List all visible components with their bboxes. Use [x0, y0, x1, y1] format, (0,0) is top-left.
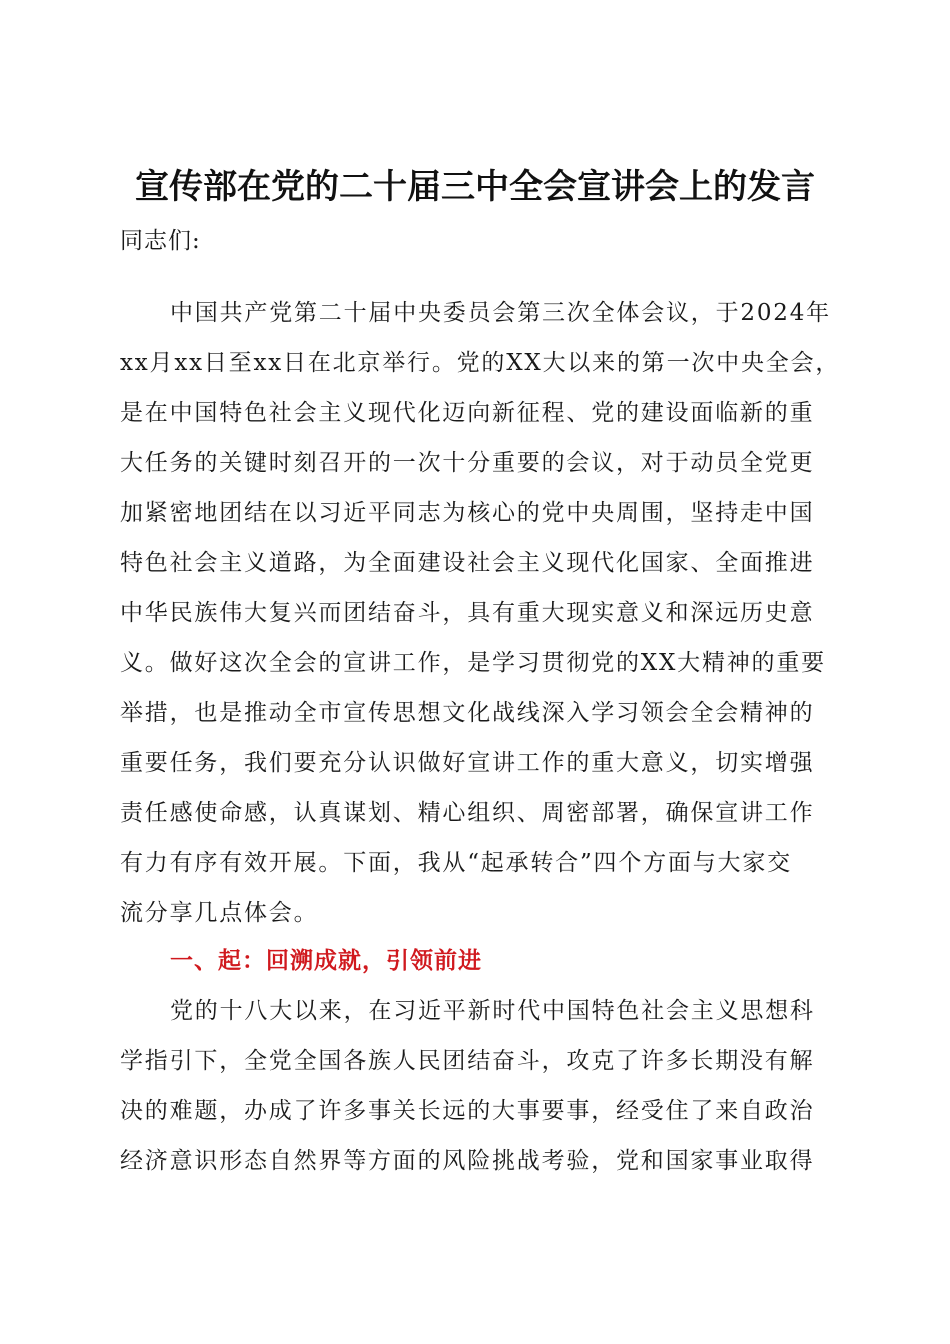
text-line: 加紧密地团结在以习近平同志为核心的党中央周围，坚持走中国 [120, 500, 815, 526]
section-heading: 一、起：回溯成就，引领前进 [170, 948, 482, 974]
document-title: 宣传部在党的二十届三中全会宣讲会上的发言 [135, 167, 815, 207]
text-line: 有力有序有效开展。下面，我从“起承转合”四个方面与大家交 [120, 850, 792, 876]
text-line: 责任感使命感，认真谋划、精心组织、周密部署，确保宣讲工作 [120, 800, 815, 826]
text-line: 党的十八大以来，在习近平新时代中国特色社会主义思想科 [170, 998, 815, 1024]
text-line: xx月xx日至xx日在北京举行。党的XX大以来的第一次中央全会， [120, 350, 841, 376]
text-line: 重要任务，我们要充分认识做好宣讲工作的重大意义，切实增强 [120, 750, 815, 776]
text-line: 是在中国特色社会主义现代化迈向新征程、党的建设面临新的重 [120, 400, 815, 426]
text-line: 大任务的关键时刻召开的一次十分重要的会议，对于动员全党更 [120, 450, 815, 476]
text-line: 中华民族伟大复兴而团结奋斗，具有重大现实意义和深远历史意 [120, 600, 815, 626]
text-line: 特色社会主义道路，为全面建设社会主义现代化国家、全面推进 [120, 550, 815, 576]
text-line: 决的难题，办成了许多事关长远的大事要事，经受住了来自政治 [120, 1098, 815, 1124]
text-line: 举措，也是推动全市宣传思想文化战线深入学习领会全会精神的 [120, 700, 815, 726]
text-line: 中国共产党第二十届中央委员会第三次全体会议，于2024年 [170, 300, 831, 326]
text-line: 义。做好这次全会的宣讲工作，是学习贯彻党的XX大精神的重要 [120, 650, 826, 676]
salutation: 同志们: [120, 228, 201, 254]
text-line: 学指引下，全党全国各族人民团结奋斗，攻克了许多长期没有解 [120, 1048, 815, 1074]
text-line: 经济意识形态自然界等方面的风险挑战考验，党和国家事业取得 [120, 1148, 815, 1174]
text-line: 流分享几点体会。 [120, 900, 319, 926]
